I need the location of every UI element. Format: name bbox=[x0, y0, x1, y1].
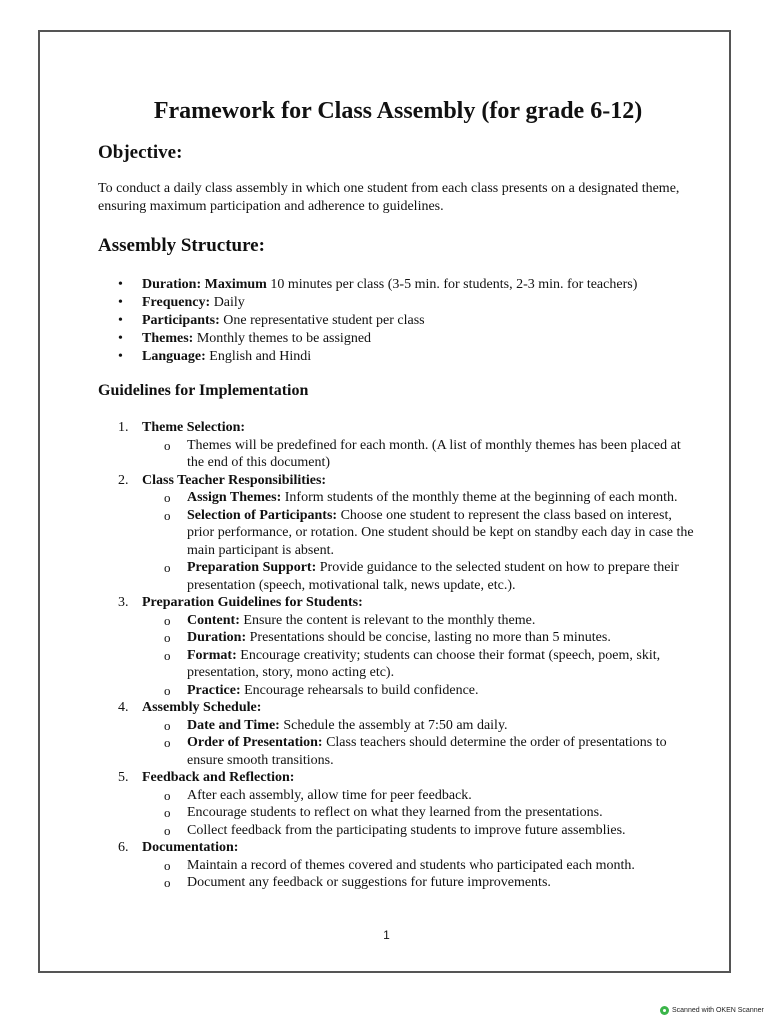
circle-bullet-icon: o bbox=[164, 647, 171, 663]
guideline-item-label: Date and Time: bbox=[187, 717, 280, 733]
guideline-item-text: Document any feedback or suggestions for future improvements. bbox=[187, 875, 551, 890]
structure-item-text: One representative student per class bbox=[219, 313, 425, 328]
guideline-title: Preparation Guidelines for Students: bbox=[142, 595, 363, 610]
document-title: Framework for Class Assembly (for grade 6-12) bbox=[153, 98, 643, 124]
structure-item bbox=[98, 330, 637, 348]
circle-bullet-icon: o bbox=[164, 630, 171, 645]
circle-bullet-icon: o bbox=[164, 507, 171, 523]
structure-list bbox=[98, 276, 637, 366]
structure-item-label: Participants: bbox=[142, 313, 220, 328]
guideline-item-text: Maintain a record of themes covered and students who participated each month. bbox=[187, 857, 635, 873]
guideline-item-text: Collect feedback from the participating students to improve future assemblies. bbox=[187, 822, 626, 838]
bullet-icon: • bbox=[118, 313, 123, 328]
guideline-item bbox=[98, 437, 698, 472]
guideline-number: 6. bbox=[118, 840, 129, 855]
guideline-item-label: Assign Themes: bbox=[187, 490, 282, 505]
guideline-title: Feedback and Reflection: bbox=[142, 770, 295, 785]
bullet-icon: • bbox=[118, 331, 123, 346]
guidelines-heading: Guidelines for Implementation bbox=[98, 382, 309, 399]
guideline-number: 1. bbox=[118, 420, 129, 435]
structure-item-text: 10 minutes per class (3-5 min. for students, 2-3 min. for teachers) bbox=[266, 277, 638, 292]
structure-item-label: Frequency: bbox=[142, 295, 211, 310]
guideline-section bbox=[98, 419, 698, 472]
guideline-item bbox=[98, 787, 698, 805]
guideline-item-label: Duration: bbox=[187, 630, 247, 645]
objective-text: To conduct a daily class assembly in which one student from each class presents on a designated theme, ensuring maximum participation and adherence to guidelines. bbox=[98, 181, 680, 214]
circle-bullet-icon: o bbox=[164, 490, 171, 505]
circle-bullet-icon: o bbox=[164, 560, 171, 575]
guideline-item bbox=[98, 612, 698, 630]
guideline-item-label: Content: bbox=[187, 612, 240, 628]
scanner-watermark-text: Scanned with OKEN Scanner bbox=[672, 1007, 764, 1014]
guideline-number: 3. bbox=[118, 595, 129, 610]
scanner-logo-icon bbox=[660, 1006, 669, 1015]
guideline-items bbox=[142, 489, 698, 594]
structure-item-text: Daily bbox=[210, 295, 245, 310]
objective-heading: Objective: bbox=[98, 142, 183, 163]
guideline-item-text: Encourage students to reflect on what they learned from the presentations. bbox=[187, 805, 603, 820]
guideline-section bbox=[98, 769, 698, 839]
bullet-icon: • bbox=[118, 277, 123, 292]
bullet-icon: • bbox=[118, 349, 123, 364]
circle-bullet-icon: o bbox=[164, 875, 171, 890]
guideline-item-text: After each assembly, allow time for peer feedback. bbox=[187, 787, 472, 803]
guideline-number: 4. bbox=[118, 700, 129, 715]
circle-bullet-icon: o bbox=[164, 787, 171, 803]
guideline-section bbox=[98, 839, 698, 892]
guideline-item bbox=[98, 559, 698, 594]
structure-item bbox=[98, 294, 637, 312]
circle-bullet-icon: o bbox=[164, 857, 171, 873]
structure-item bbox=[98, 348, 637, 366]
guideline-section bbox=[98, 594, 698, 699]
bullet-icon: • bbox=[118, 295, 123, 310]
structure-heading: Assembly Structure: bbox=[98, 235, 265, 256]
structure-item-text: English and Hindi bbox=[205, 349, 312, 364]
guideline-item-text: Choose one student to represent the class based on interest, prior performance, or rotation. One student should be kept on standby each day in case the main participant is absent. bbox=[187, 507, 694, 558]
guidelines-list bbox=[98, 419, 698, 892]
guideline-item-text: Provide guidance to the selected student on how to prepare their presentation (speech, motivational talk, news update, etc.). bbox=[187, 560, 679, 593]
structure-item-label: Duration: Maximum bbox=[142, 277, 267, 292]
guideline-item-text: Themes will be predefined for each month. (A list of monthly themes has been placed at the end of this document) bbox=[187, 437, 681, 470]
guideline-item-text: Ensure the content is relevant to the monthly theme. bbox=[239, 612, 536, 628]
page-number: 1 bbox=[383, 928, 390, 942]
guideline-item bbox=[98, 857, 698, 875]
guideline-item bbox=[98, 489, 698, 507]
scanner-watermark bbox=[660, 1006, 764, 1015]
guideline-title: Theme Selection: bbox=[142, 420, 246, 435]
guideline-items bbox=[142, 612, 698, 700]
guideline-item-label: Selection of Participants: bbox=[187, 507, 338, 523]
guideline-item bbox=[98, 822, 698, 840]
circle-bullet-icon: o bbox=[164, 682, 171, 698]
guideline-item bbox=[98, 874, 698, 892]
structure-item-label: Themes: bbox=[142, 331, 194, 346]
guideline-items bbox=[142, 787, 698, 840]
circle-bullet-icon: o bbox=[164, 717, 171, 733]
document-page bbox=[38, 30, 731, 973]
guideline-title: Class Teacher Responsibilities: bbox=[142, 472, 327, 488]
guideline-item-label: Format: bbox=[187, 647, 237, 663]
guideline-item bbox=[98, 647, 698, 682]
guideline-item bbox=[98, 734, 698, 769]
guideline-item-label: Preparation Support: bbox=[187, 560, 317, 575]
guideline-item-text: Presentations should be concise, lasting no more than 5 minutes. bbox=[246, 630, 611, 645]
guideline-item bbox=[98, 629, 698, 647]
guideline-items bbox=[142, 717, 698, 770]
guideline-item bbox=[98, 717, 698, 735]
circle-bullet-icon: o bbox=[164, 612, 171, 628]
guideline-item-text: Schedule the assembly at 7:50 am daily. bbox=[279, 717, 508, 733]
structure-item bbox=[98, 276, 637, 294]
guideline-item-text: Encourage rehearsals to build confidence. bbox=[240, 682, 479, 698]
structure-item bbox=[98, 312, 637, 330]
guideline-number: 5. bbox=[118, 770, 129, 785]
structure-item-text: Monthly themes to be assigned bbox=[193, 331, 372, 346]
guideline-item-text: Encourage creativity; students can choose their format (speech, poem, skit, presentation, story, mono acting etc). bbox=[187, 647, 661, 680]
guideline-item-label: Order of Presentation: bbox=[187, 735, 323, 750]
guideline-section bbox=[98, 472, 698, 595]
guideline-items bbox=[142, 437, 698, 472]
guideline-item bbox=[98, 507, 698, 560]
guideline-item-text: Class teachers should determine the order of presentations to ensure smooth transitions. bbox=[187, 735, 667, 768]
guideline-item-label: Practice: bbox=[187, 682, 241, 698]
guideline-item bbox=[98, 804, 698, 822]
guideline-title: Documentation: bbox=[142, 840, 239, 855]
guideline-title: Assembly Schedule: bbox=[142, 700, 262, 715]
structure-item-label: Language: bbox=[142, 349, 206, 364]
circle-bullet-icon: o bbox=[164, 805, 171, 820]
guideline-number: 2. bbox=[118, 472, 129, 488]
circle-bullet-icon: o bbox=[164, 437, 171, 453]
circle-bullet-icon: o bbox=[164, 735, 171, 750]
guideline-items bbox=[142, 857, 698, 892]
circle-bullet-icon: o bbox=[164, 822, 171, 838]
guideline-item bbox=[98, 682, 698, 700]
guideline-section bbox=[98, 699, 698, 769]
guideline-item-text: Inform students of the monthly theme at the beginning of each month. bbox=[281, 490, 678, 505]
